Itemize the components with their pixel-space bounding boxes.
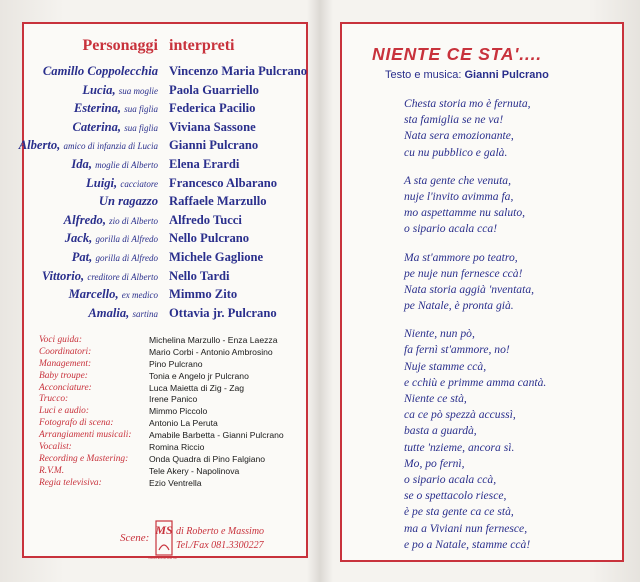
credit-row — [39, 478, 307, 490]
credit-row — [39, 406, 307, 418]
lyric-line: Ma st'ammore po teatro, — [404, 250, 518, 264]
character-name — [86, 176, 158, 191]
character-name — [69, 287, 158, 302]
character-role: Vittorio, — [41, 268, 85, 283]
lyric-line: Chesta storia mo è fernuta, — [404, 97, 531, 110]
character-name — [72, 120, 158, 135]
credit-row — [39, 466, 307, 478]
lyric-line: basta a guardà, — [404, 424, 477, 438]
credit-label: Arrangiamenti musicali: — [39, 430, 132, 441]
character-name — [74, 101, 158, 116]
scene-credit — [24, 524, 310, 558]
character-description: creditore di Alberto — [87, 271, 158, 282]
character-name — [72, 250, 158, 265]
credit-label: Acconciature: — [39, 382, 92, 393]
character-name — [19, 138, 158, 153]
character-role: Marcello, — [68, 287, 119, 302]
lyric-line: tutte 'nzieme, ancora sì. — [404, 440, 515, 454]
character-role: Jack, — [64, 231, 93, 246]
character-role: Luigi, — [86, 175, 118, 190]
credit-value: Onda Quadra di Pino Falgiano — [149, 453, 266, 464]
credit-label: R.V.M. — [39, 465, 65, 476]
lyric-line: fa fernì st'ammore, no! — [404, 343, 510, 357]
actor-name: Gianni Pulcrano — [169, 138, 259, 153]
credit-label: Recording e Mastering: — [39, 453, 129, 464]
character-description: moglie di Alberto — [95, 159, 158, 170]
lyric-line: ca ce pò spezzà accussì, — [404, 408, 516, 422]
character-name — [64, 213, 158, 228]
stanza-gap — [404, 314, 624, 326]
character-name — [88, 306, 158, 321]
character-role: Camillo Coppolecchia — [42, 64, 158, 78]
credit-row — [39, 383, 307, 395]
lyric-line: mo aspettamme nu saluto, — [404, 206, 526, 220]
character-description: zio di Alberto — [109, 215, 158, 226]
credit-label: Management: — [39, 358, 92, 369]
scene-label: Scene: — [120, 532, 150, 544]
credit-row — [39, 335, 307, 347]
credit-row — [39, 454, 307, 466]
actor-name: Viviana Sassone — [169, 119, 256, 134]
scene-phone: Tel./Fax 081.3300227 — [176, 540, 264, 551]
credit-value: Mario Corbi - Antonio Ambrosino — [149, 346, 273, 357]
character-role: Amalia, — [88, 305, 130, 320]
song-credit-name: Gianni Pulcrano — [464, 69, 549, 81]
character-role: Alberto, — [18, 138, 61, 153]
lyric-line: se o spettacolo riesce, — [404, 489, 507, 503]
character-name — [71, 157, 158, 172]
credit-value: Tele Akery - Napolinova — [149, 465, 240, 476]
lyric-line: Niente, nun pò, — [404, 327, 475, 341]
actor-name: Elena Erardi — [169, 156, 240, 171]
actor-name: Francesco Albarano — [169, 175, 278, 190]
actor-name: Federica Pacilio — [169, 101, 256, 116]
credits-list — [39, 335, 307, 490]
credit-row — [39, 418, 307, 430]
character-description: ex medico — [121, 290, 158, 301]
credit-value: Pino Pulcrano — [149, 358, 203, 369]
character-name — [65, 231, 158, 246]
credit-label: Regia televisiva: — [39, 477, 102, 488]
credit-value: Amabile Barbetta - Gianni Pulcrano — [149, 430, 284, 441]
cast-header — [24, 37, 310, 59]
characters-heading: Personaggi — [82, 37, 158, 54]
cast-row — [18, 138, 310, 157]
credit-label: Vocalist: — [39, 442, 72, 453]
character-name — [42, 269, 158, 284]
cast-row — [24, 287, 310, 306]
lyric-line: A sta gente che venuta, — [404, 173, 511, 187]
credit-value: Tonia e Angelo jr Pulcrano — [149, 370, 249, 381]
stanza-gap — [404, 161, 624, 173]
lyric-line: ma a Viviani nun fernesce, — [404, 521, 528, 535]
cast-row — [24, 64, 310, 83]
character-description: sua moglie — [118, 85, 158, 96]
lyric-line: Niente ce stà, — [404, 392, 467, 405]
credit-value: Mimmo Piccolo — [149, 406, 208, 417]
cast-row — [24, 269, 310, 288]
lyric-line: e cchiù e primme amma cantà. — [404, 375, 547, 389]
logo-subtext: SCENOGRAFIE — [148, 555, 178, 560]
lyric-line: sta famiglia se ne va! — [404, 113, 504, 127]
lyric-line: e po a Natale, stamme ccà! — [404, 537, 531, 551]
cast-panel — [18, 22, 308, 560]
character-description: gorilla di Alfredo — [95, 252, 158, 263]
actors-heading: interpreti — [169, 37, 235, 54]
character-description: gorilla di Alfredo — [95, 234, 158, 245]
character-role: Un ragazzo — [98, 194, 158, 209]
lyric-line: Nata sera emozionante, — [404, 129, 514, 143]
actor-name: Mimmo Zito — [169, 287, 238, 302]
character-role: Pat, — [71, 249, 93, 264]
actor-name: Michele Gaglione — [169, 249, 264, 264]
song-credit-label: Testo e musica: — [385, 69, 462, 81]
character-description: amico di infanzia di Lucia — [63, 141, 158, 152]
credit-row — [39, 359, 307, 371]
cast-row — [24, 250, 310, 269]
cast-row — [24, 306, 310, 325]
actor-name: Nello Pulcrano — [169, 231, 250, 246]
character-description: sua figlia — [124, 104, 158, 115]
credit-row — [39, 394, 307, 406]
cast-row — [24, 213, 310, 232]
song-credit — [385, 69, 549, 81]
lyric-line: pe Natale, è pronta già. — [404, 299, 514, 313]
cast-row — [24, 157, 310, 176]
actor-name: Raffaele Marzullo — [169, 194, 267, 209]
credit-value: Irene Panico — [149, 394, 198, 405]
lyric-line: Nata storia aggià 'nventata, — [404, 282, 535, 296]
stanza-gap — [404, 238, 624, 250]
cast-row — [24, 101, 310, 120]
cast-row — [24, 120, 310, 139]
credit-value: Antonio La Peruta — [149, 418, 218, 429]
character-role: Esterina, — [73, 101, 122, 116]
credit-label: Coordinatori: — [39, 346, 92, 357]
character-description: cacciatore — [120, 178, 158, 189]
lyric-line: o sipario acala cca! — [404, 222, 498, 236]
logo-letters: MS — [155, 523, 173, 537]
lyric-line: pe nuje nun fernesce ccà! — [404, 266, 523, 280]
actor-name: Alfredo Tucci — [169, 212, 242, 227]
credit-label: Trucco: — [39, 394, 69, 405]
lyric-line: Mo, po fernì, — [404, 456, 465, 470]
lyric-line: è pe sta gente ca ce stà, — [404, 505, 514, 519]
cast-row — [24, 83, 310, 102]
character-role: Lucia, — [82, 82, 116, 97]
cast-list — [18, 64, 310, 324]
cast-row — [24, 194, 310, 213]
lyrics — [404, 96, 624, 553]
actor-name: Paola Guarriello — [169, 82, 259, 97]
credit-label: Luci e audio: — [39, 406, 89, 417]
lyric-line: Nuje stamme ccà, — [404, 359, 487, 373]
credit-row — [39, 347, 307, 359]
ms-logo-icon — [155, 520, 173, 556]
actor-name: Nello Tardi — [169, 268, 230, 283]
song-panel — [340, 22, 624, 562]
credit-row — [39, 371, 307, 383]
credit-label: Baby troupe: — [39, 370, 88, 381]
lyric-line: nuje l'invito avimma fa, — [404, 189, 514, 203]
character-name — [99, 194, 158, 209]
credit-value: Luca Maietta di Zig - Zag — [149, 382, 245, 393]
actor-name: Ottavia jr. Pulcrano — [169, 305, 277, 320]
credit-row — [39, 442, 307, 454]
cast-row — [24, 176, 310, 195]
character-name — [82, 83, 158, 98]
credit-row — [39, 430, 307, 442]
character-description: sartina — [132, 308, 158, 319]
character-role: Caterina, — [72, 119, 122, 134]
cast-row — [24, 231, 310, 250]
scene-company: di Roberto e Massimo — [176, 526, 265, 537]
character-name — [43, 64, 158, 79]
character-role: Ida, — [71, 156, 92, 171]
credit-value: Romina Riccio — [149, 442, 205, 453]
credit-value: Ezio Ventrella — [149, 477, 202, 488]
lyric-line: cu nu pubblico e galà. — [404, 145, 508, 159]
character-description: sua figlia — [124, 122, 158, 133]
credit-label: Voci guida: — [39, 335, 82, 345]
character-role: Alfredo, — [63, 212, 106, 227]
credit-value: Michelina Marzullo - Enza Laezza — [149, 335, 278, 345]
actor-name: Vincenzo Maria Pulcrano — [169, 64, 308, 78]
credit-label: Fotografo di scena: — [39, 418, 114, 429]
song-title: NIENTE CE STA'.... — [372, 44, 542, 64]
lyric-line: o sipario acala ccà, — [404, 472, 497, 486]
